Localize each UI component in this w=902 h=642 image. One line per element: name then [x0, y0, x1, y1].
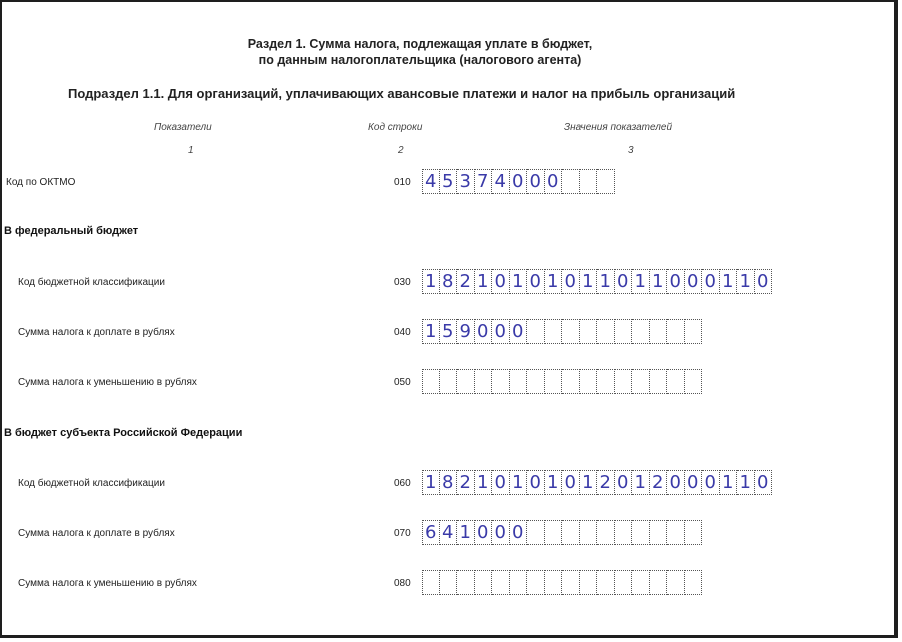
digit-cell[interactable] [562, 520, 580, 545]
regional-budget-heading: В бюджет субъекта Российской Федерации [4, 427, 243, 439]
digit-cell[interactable]: 5 [440, 319, 458, 344]
digit-cell[interactable]: 0 [475, 319, 493, 344]
digit-cell[interactable]: 6 [422, 520, 440, 545]
digit-cell[interactable] [615, 369, 633, 394]
regional-kbk-cells[interactable] [422, 470, 772, 495]
digit-cell[interactable] [440, 570, 458, 595]
digit-cell[interactable]: 3 [457, 169, 475, 194]
digit-cell[interactable] [545, 520, 563, 545]
digit-cell[interactable]: 2 [650, 470, 668, 495]
digit-cell[interactable] [685, 369, 703, 394]
digit-cell[interactable] [440, 369, 458, 394]
digit-cell[interactable]: 1 [720, 269, 738, 294]
digit-cell[interactable]: 0 [475, 520, 493, 545]
regional-kbk-label: Код бюджетной классификации [18, 478, 165, 489]
digit-cell[interactable]: 0 [685, 470, 703, 495]
digit-cell[interactable] [667, 369, 685, 394]
federal-reduce-label: Сумма налога к уменьшению в рублях [18, 377, 197, 388]
digit-cell[interactable] [580, 169, 598, 194]
digit-cell[interactable]: 9 [457, 319, 475, 344]
digit-cell[interactable] [562, 570, 580, 595]
oktmo-label: Код по ОКТМО [6, 177, 76, 188]
digit-cell[interactable]: 0 [545, 169, 563, 194]
digit-cell[interactable] [527, 369, 545, 394]
digit-cell[interactable] [527, 570, 545, 595]
digit-cell[interactable]: 0 [492, 269, 510, 294]
section-title-line2: по данным налогоплательщика (налогового агента) [258, 53, 582, 67]
federal-reduce-line-code: 050 [394, 377, 411, 388]
digit-cell[interactable]: 4 [422, 169, 440, 194]
digit-cell[interactable]: 1 [510, 470, 528, 495]
federal-kbk-label: Код бюджетной классификации [18, 277, 165, 288]
digit-cell[interactable]: 1 [650, 269, 668, 294]
digit-cell[interactable]: 1 [475, 269, 493, 294]
digit-cell[interactable]: 1 [720, 470, 738, 495]
digit-cell[interactable] [667, 520, 685, 545]
digit-cell[interactable]: 0 [562, 269, 580, 294]
digit-cell[interactable] [597, 369, 615, 394]
digit-cell[interactable] [685, 570, 703, 595]
digit-cell[interactable] [562, 169, 580, 194]
digit-cell[interactable] [650, 369, 668, 394]
digit-cell[interactable] [580, 520, 598, 545]
digit-cell[interactable] [580, 319, 598, 344]
digit-cell[interactable]: 8 [440, 269, 458, 294]
federal-pay-label: Сумма налога к доплате в рублях [18, 327, 175, 338]
column-header-line-code: Код строки [368, 122, 423, 133]
digit-cell[interactable] [527, 319, 545, 344]
digit-cell[interactable]: 1 [597, 269, 615, 294]
digit-cell[interactable]: 1 [737, 269, 755, 294]
digit-cell[interactable] [685, 319, 703, 344]
digit-cell[interactable] [527, 520, 545, 545]
section-title-line1: Раздел 1. Сумма налога, подлежащая уплате в бюджет, [247, 37, 593, 51]
digit-cell[interactable] [580, 570, 598, 595]
digit-cell[interactable] [492, 369, 510, 394]
federal-pay-line-code: 040 [394, 327, 411, 338]
federal-reduce-cells[interactable] [422, 369, 702, 394]
digit-cell[interactable] [545, 319, 563, 344]
digit-cell[interactable] [615, 570, 633, 595]
column-header-values: Значения показателей [564, 122, 673, 133]
digit-cell[interactable] [632, 570, 650, 595]
digit-cell[interactable] [422, 570, 440, 595]
digit-cell[interactable] [597, 520, 615, 545]
digit-cell[interactable] [632, 319, 650, 344]
digit-cell[interactable]: 1 [457, 520, 475, 545]
digit-cell[interactable] [597, 319, 615, 344]
digit-cell[interactable]: 1 [737, 470, 755, 495]
digit-cell[interactable]: 2 [457, 269, 475, 294]
column-number-1: 1 [188, 145, 194, 156]
digit-cell[interactable] [597, 570, 615, 595]
digit-cell[interactable] [510, 369, 528, 394]
digit-cell[interactable]: 1 [580, 470, 598, 495]
regional-pay-line-code: 070 [394, 528, 411, 539]
digit-cell[interactable]: 0 [510, 319, 528, 344]
digit-cell[interactable] [597, 169, 615, 194]
digit-cell[interactable]: 4 [440, 520, 458, 545]
digit-cell[interactable]: 0 [755, 269, 773, 294]
digit-cell[interactable] [650, 520, 668, 545]
oktmo-cells[interactable] [422, 169, 615, 194]
digit-cell[interactable]: 1 [545, 269, 563, 294]
digit-cell[interactable]: 1 [422, 470, 440, 495]
digit-cell[interactable]: 0 [755, 470, 773, 495]
digit-cell[interactable]: 1 [422, 319, 440, 344]
digit-cell[interactable] [632, 369, 650, 394]
digit-cell[interactable]: 0 [667, 269, 685, 294]
digit-cell[interactable] [650, 570, 668, 595]
digit-cell[interactable]: 0 [615, 470, 633, 495]
digit-cell[interactable] [562, 319, 580, 344]
digit-cell[interactable] [457, 369, 475, 394]
digit-cell[interactable]: 1 [580, 269, 598, 294]
digit-cell[interactable]: 0 [510, 520, 528, 545]
digit-cell[interactable] [667, 570, 685, 595]
regional-kbk-line-code: 060 [394, 478, 411, 489]
digit-cell[interactable] [615, 319, 633, 344]
digit-cell[interactable]: 0 [492, 319, 510, 344]
digit-cell[interactable] [422, 369, 440, 394]
digit-cell[interactable] [475, 369, 493, 394]
regional-pay-cells[interactable] [422, 520, 702, 545]
digit-cell[interactable]: 1 [422, 269, 440, 294]
column-number-3: 3 [628, 145, 634, 156]
digit-cell[interactable]: 0 [492, 520, 510, 545]
digit-cell[interactable]: 7 [475, 169, 493, 194]
digit-cell[interactable]: 1 [632, 269, 650, 294]
regional-reduce-cells[interactable] [422, 570, 702, 595]
digit-cell[interactable]: 0 [562, 470, 580, 495]
digit-cell[interactable] [457, 570, 475, 595]
digit-cell[interactable]: 0 [667, 470, 685, 495]
digit-cell[interactable]: 0 [702, 470, 720, 495]
digit-cell[interactable] [580, 369, 598, 394]
digit-cell[interactable]: 4 [492, 169, 510, 194]
digit-cell[interactable]: 2 [457, 470, 475, 495]
digit-cell[interactable]: 2 [597, 470, 615, 495]
digit-cell[interactable] [562, 369, 580, 394]
regional-reduce-label: Сумма налога к уменьшению в рублях [18, 578, 197, 589]
digit-cell[interactable] [492, 570, 510, 595]
digit-cell[interactable]: 1 [510, 269, 528, 294]
digit-cell[interactable]: 0 [527, 470, 545, 495]
digit-cell[interactable] [475, 570, 493, 595]
federal-budget-heading: В федеральный бюджет [4, 225, 139, 237]
digit-cell[interactable]: 1 [475, 470, 493, 495]
digit-cell[interactable]: 8 [440, 470, 458, 495]
column-number-2: 2 [398, 145, 404, 156]
federal-kbk-cells[interactable] [422, 269, 772, 294]
digit-cell[interactable]: 0 [492, 470, 510, 495]
digit-cell[interactable]: 0 [615, 269, 633, 294]
digit-cell[interactable] [632, 520, 650, 545]
digit-cell[interactable]: 0 [685, 269, 703, 294]
digit-cell[interactable]: 5 [440, 169, 458, 194]
digit-cell[interactable] [545, 369, 563, 394]
oktmo-line-code: 010 [394, 177, 411, 188]
regional-pay-label: Сумма налога к доплате в рублях [18, 528, 175, 539]
federal-kbk-line-code: 030 [394, 277, 411, 288]
digit-cell[interactable] [685, 520, 703, 545]
digit-cell[interactable] [545, 570, 563, 595]
digit-cell[interactable]: 0 [702, 269, 720, 294]
digit-cell[interactable]: 1 [632, 470, 650, 495]
federal-pay-cells[interactable] [422, 319, 702, 344]
digit-cell[interactable]: 0 [527, 169, 545, 194]
column-header-indicators: Показатели [154, 122, 212, 133]
digit-cell[interactable]: 0 [527, 269, 545, 294]
regional-reduce-line-code: 080 [394, 578, 411, 589]
subsection-title: Подраздел 1.1. Для организаций, уплачивающих авансовые платежи и налог на прибыль организаций [68, 86, 736, 101]
digit-cell[interactable] [667, 319, 685, 344]
digit-cell[interactable] [510, 570, 528, 595]
digit-cell[interactable]: 1 [545, 470, 563, 495]
digit-cell[interactable] [615, 520, 633, 545]
digit-cell[interactable] [650, 319, 668, 344]
digit-cell[interactable]: 0 [510, 169, 528, 194]
